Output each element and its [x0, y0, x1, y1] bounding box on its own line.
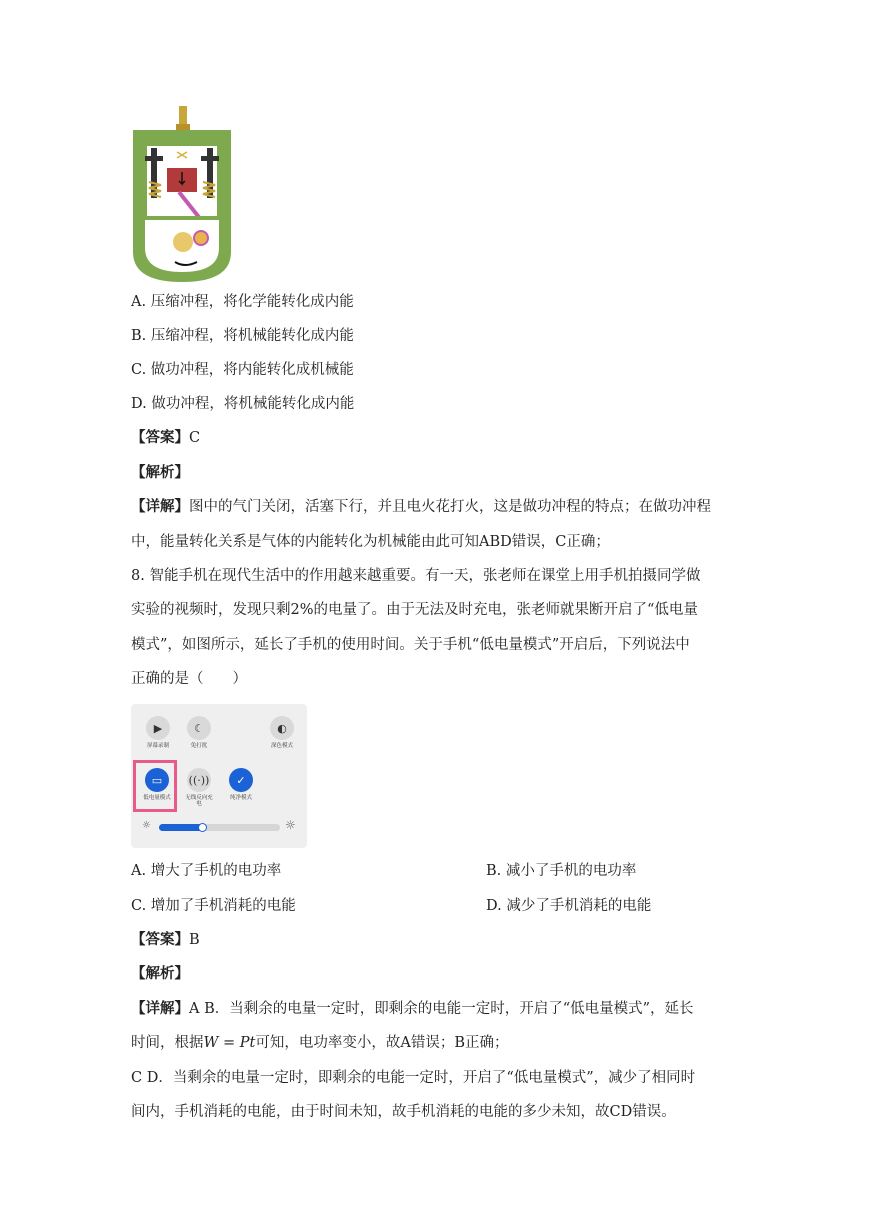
answer-value: B [189, 932, 200, 948]
q7-analysis-tag: 【解析】 [131, 464, 189, 481]
q8-stem-line4: 正确的是（ ） [131, 671, 247, 687]
moon-icon: ☾ [187, 716, 211, 740]
wireless-charge-icon: ((·)) [187, 768, 211, 792]
q8-option-c: C. 增加了手机消耗的电能 [131, 898, 296, 914]
control-label: 深色模式 [270, 743, 293, 749]
control-label: 屏幕录制 [146, 743, 169, 749]
q7-option-a: A. 压缩冲程，将化学能转化成内能 [131, 294, 354, 310]
control-label: 纯净模式 [229, 795, 252, 801]
do-not-disturb-control [184, 716, 214, 749]
q8-answer [131, 930, 200, 950]
q8-detail-line2 [131, 1033, 509, 1053]
q8-detail-line4: 间内，手机消耗的电能，由于时间未知，故手机消耗的电能的多少未知，故CD错误。 [131, 1104, 676, 1120]
q8-detail-line1 [131, 999, 694, 1019]
sun-large-icon: ☼ [285, 818, 296, 832]
q7-option-c: C. 做功冲程，将内能转化成机械能 [131, 362, 354, 378]
q8-detail-line3: C D．当剩余的电量一定时，即剩余的电能一定时，开启了“低电量模式”，减少了相同时 [131, 1070, 696, 1086]
q8-stem-line3: 模式”，如图所示，延长了手机的使用时间。关于手机“低电量模式”开启后，下列说法中 [131, 637, 690, 653]
shield-check-icon: ✓ [229, 768, 253, 792]
answer-value: C [189, 430, 201, 446]
dark-mode-icon: ◐ [270, 716, 294, 740]
brightness-fill [159, 824, 203, 831]
detail-text: 图中的气门关闭，活塞下行，并且电火花打火，这是做功冲程的特点；在做功冲程 [189, 499, 711, 515]
detail-text: 可知，电功率变小，故A错误；B正确； [255, 1035, 509, 1051]
answer-tag: 【答案】 [131, 931, 189, 948]
screen-record-control [143, 716, 173, 749]
q7-option-d: D. 做功冲程，将机械能转化成内能 [131, 396, 355, 412]
battery-icon: ▭ [145, 768, 169, 792]
q8-stem-line2: 实验的视频时，发现只剩2%的电量了。由于无法及时充电，张老师就果断开启了“低电量 [131, 602, 698, 618]
q8-analysis-tag: 【解析】 [131, 965, 189, 982]
control-label: 低电量模式 [143, 795, 171, 801]
control-label: 免打扰 [190, 743, 208, 749]
phone-control-panel [131, 704, 307, 848]
q8-option-b: B. 减小了手机的电功率 [486, 863, 637, 879]
detail-text: A B．当剩余的电量一定时，即剩余的电能一定时，开启了“低电量模式”，延长 [189, 1001, 694, 1017]
video-icon: ▶ [146, 716, 170, 740]
detail-tag: 【详解】 [131, 498, 189, 515]
control-label: 无线反向充电 [185, 795, 213, 807]
sun-small-icon: ☼ [142, 820, 151, 831]
dark-mode-control [267, 716, 297, 749]
pure-mode-control [226, 768, 256, 801]
q7-detail-line2: 中，能量转化关系是气体的内能转化为机械能由此可知ABD错误，C正确； [131, 534, 610, 550]
q8-option-a: A. 增大了手机的电功率 [131, 863, 282, 879]
answer-tag: 【答案】 [131, 429, 189, 446]
q7-answer [131, 428, 200, 448]
detail-tag: 【详解】 [131, 1000, 189, 1017]
q7-option-b: B. 压缩冲程，将机械能转化成内能 [131, 328, 354, 344]
brightness-knob [198, 823, 207, 832]
q8-option-d: D. 减少了手机消耗的电能 [486, 898, 652, 914]
engine-figure [131, 102, 233, 285]
detail-text: 时间，根据 [131, 1035, 204, 1051]
q8-stem-line1: 8. 智能手机在现代生活中的作用越来越重要。有一天，张老师在课堂上用手机拍摄同学做 [131, 568, 701, 584]
brightness-slider [159, 824, 280, 831]
highlight-box [133, 760, 177, 812]
reverse-wireless-charge-control [184, 768, 214, 807]
formula: W = Pt [203, 1035, 256, 1051]
q7-detail-line1 [131, 497, 711, 517]
